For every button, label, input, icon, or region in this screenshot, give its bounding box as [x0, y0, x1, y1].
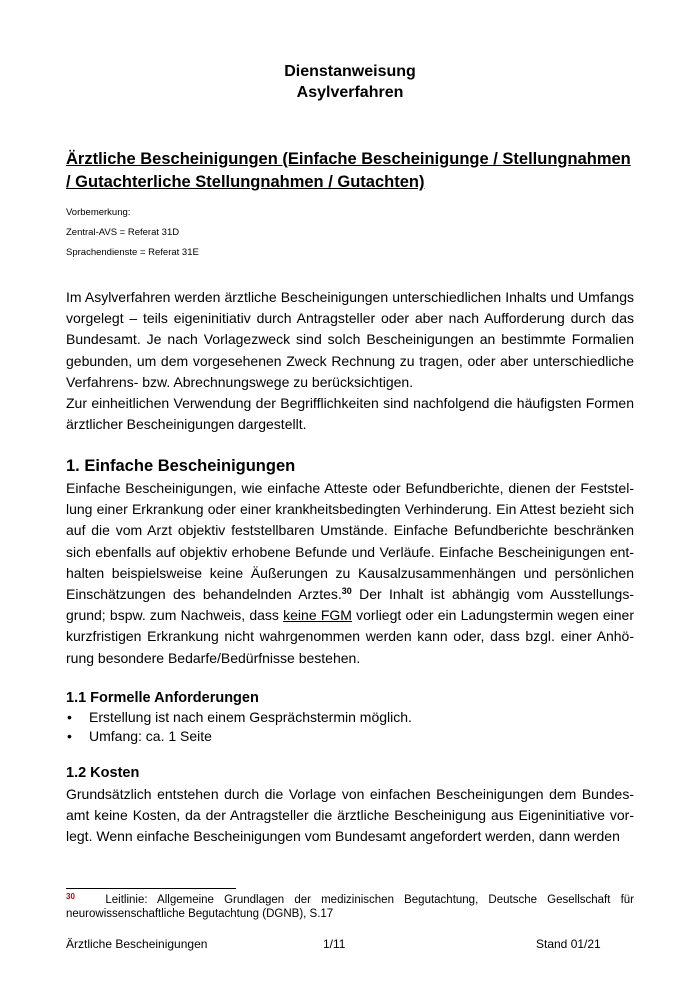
section-1-paragraph — [66, 478, 634, 669]
note-sprachendienste: Sprachendienste = Referat 31E — [66, 247, 199, 258]
list-item — [66, 727, 626, 746]
footnote-divider — [66, 888, 236, 889]
intro-paragraph-2: Zur einheitlichen Verwendung der Begrifflichkeiten sind nachfolgend die häufigsten Formen ärztlicher Bescheinigungen dargestellt. — [66, 395, 634, 433]
footer-version: Stand 01/21 — [536, 937, 601, 951]
section-heading-line1: Ärztliche Bescheinigungen (Einfache Bescheinigunge / Stellungnahmen — [66, 150, 631, 168]
section-heading-line2: / Gutachterliche Stellungnahmen / Gutachten) — [66, 173, 425, 191]
section-1-text-part1: Einfache Bescheinigungen, wie einfache Atteste oder Befundberichte, dienen der Feststellung einer Erkrankung oder einer krankheitsbedingten Verhinderung. Ein Attest bezieht sich auf die vom Arzt objektiv feststellbaren Umstände. Einfache Befundberichte beschränken sich ebenfalls auf objektiv erhobene Befunde und Verläufe. Einfache Bescheinigungen enthalten beispielsweise keine Äußerungen zu Kausalzusammenhängen und persönlichen Einschätzungen des behandelnden Arztes. — [66, 480, 634, 603]
bullet-icon: • — [67, 709, 72, 725]
footer-document-name: Ärztliche Bescheinigungen — [66, 937, 208, 951]
footnote — [66, 893, 634, 921]
list-item-text: Umfang: ca. 1 Seite — [89, 727, 212, 744]
section-1-text-part3: vorliegt oder ein Ladungstermin wegen einer kurzfristigen Erkrankung nicht wahrgenommen werden kann oder, dass bzgl. einer Anhörung besondere Bedarfe/Bedürfnisse bestehen. — [66, 607, 634, 666]
section-1-1-heading: 1.1 Formelle Anforderungen — [66, 690, 259, 706]
bullet-icon: • — [67, 727, 72, 744]
requirements-list — [66, 708, 626, 745]
section-1-2-paragraph: Grundsätzlich entstehen durch die Vorlage von einfachen Bescheinigungen dem Bundesamt keine Kosten, da der Antragsteller die ärztliche Bescheinigung aus Eigeninitiative vorlegt. Wenn einfache Bescheinigungen vom Bundesamt angefordert werden, dann werden — [66, 786, 634, 845]
footnote-text: Leitlinie: Allgemeine Grundlagen der medizinischen Begutachtung, Deutsche Gesellschaft für neurowissenschaftliche Begutachtung (DGNB), S.17 — [66, 894, 634, 920]
list-item — [66, 708, 626, 727]
footnote-ref-30[interactable]: 30 — [341, 586, 352, 597]
note-zentral-avs: Zentral-AVS = Referat 31D — [66, 227, 180, 238]
section-1-2-heading: 1.2 Kosten — [66, 765, 140, 781]
footnote-number: 30 — [66, 892, 75, 901]
section-1-text-part2: Der Inhalt ist abhängig vom Ausstellungsgrund; bspw. zum Nachweis, dass — [66, 586, 634, 624]
document-title-line1: Dienstanweisung — [284, 63, 416, 80]
intro-section — [66, 287, 634, 435]
list-item-text: Erstellung ist nach einem Gesprächstermin möglich. — [89, 709, 412, 725]
footer-page-number: 1/11 — [323, 937, 346, 951]
intro-paragraph-1: Im Asylverfahren werden ärztliche Bescheinigungen unterschiedlichen Inhalts und Umfangs vorgelegt – teils eigeninitiativ durch Antragsteller oder aber nach Aufforderung durch das Bundesamt. Je nach Vorlagezweck sind solch Bescheinigungen an bestimmte Formalien gebunden, um dem vorgesehenen Zweck Rechnung zu tragen, oder aber unterschiedliche Verfahrens- bzw. Abrechnungswege zu berücksichtigen. — [66, 289, 634, 390]
section-1-heading: 1. Einfache Bescheinigungen — [66, 457, 296, 475]
document-title-line2: Asylverfahren — [296, 84, 404, 101]
underlined-keine-fgm: keine FGM — [283, 607, 352, 624]
note-vorbemerkung: Vorbemerkung: — [66, 207, 131, 218]
